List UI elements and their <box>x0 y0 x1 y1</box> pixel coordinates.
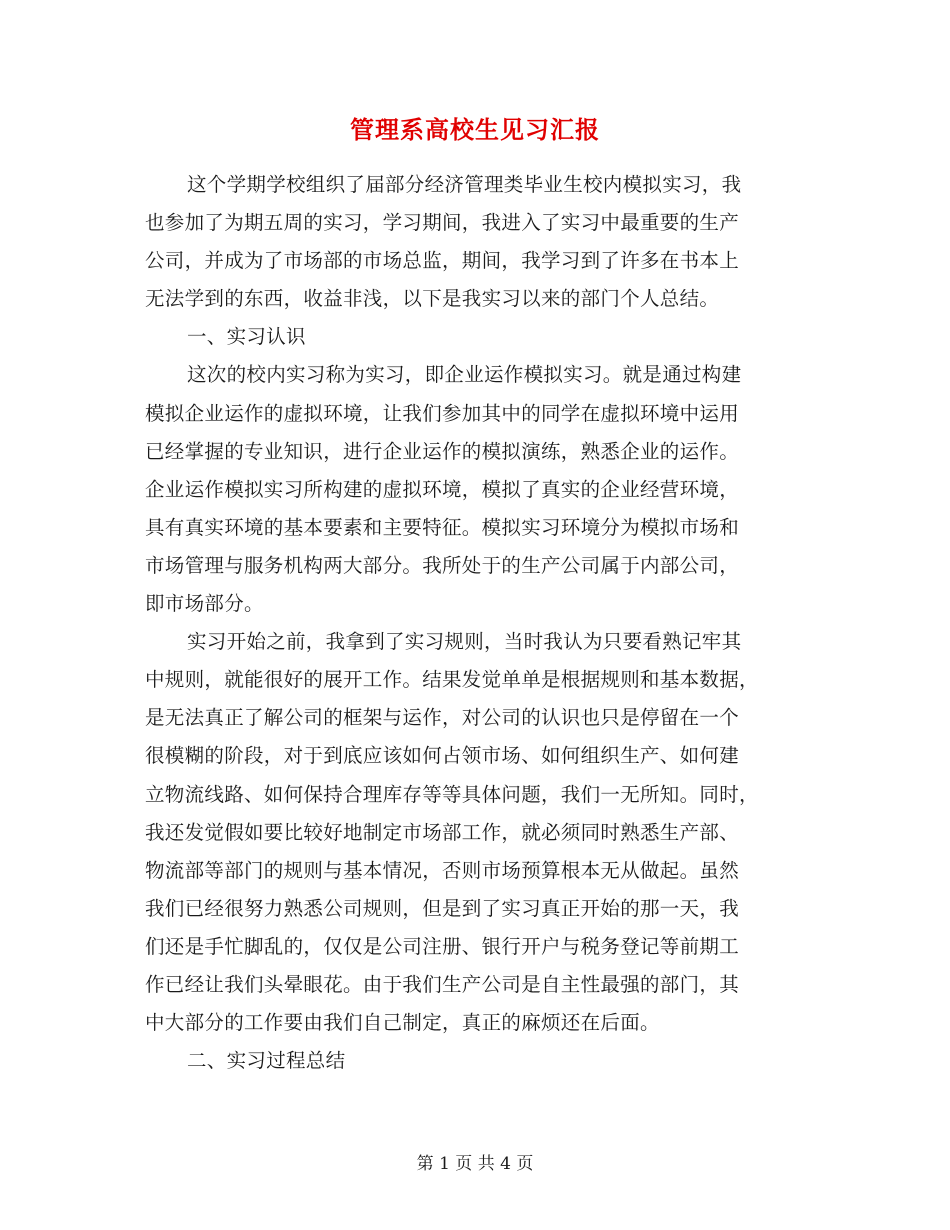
text-line: 中规则，就能很好的展开工作。结果发觉单单是根据规则和基本数据， <box>145 668 759 692</box>
text-line: 很模糊的阶段，对于到底应该如何占领市场、如何组织生产、如何建 <box>145 744 740 768</box>
text-line: 实习开始之前，我拿到了实习规则，当时我认为只要看熟记牢其 <box>187 630 742 654</box>
text-line: 具有真实环境的基本要素和主要特征。模拟实习环境分为模拟市场和 <box>145 515 740 539</box>
text-line: 作已经让我们头晕眼花。由于我们生产公司是自主性最强的部门，其 <box>145 972 740 996</box>
text-line: 模拟企业运作的虚拟环境，让我们参加其中的同学在虚拟环境中运用 <box>145 401 740 425</box>
text-line: 我们已经很努力熟悉公司规则，但是到了实习真正开始的那一天，我 <box>145 896 740 920</box>
text-line: 二、实习过程总结 <box>187 1049 346 1073</box>
text-line: 也参加了为期五周的实习，学习期间，我进入了实习中最重要的生产 <box>145 211 740 235</box>
page-title: 管理系高校生见习汇报 <box>350 115 600 144</box>
text-line: 已经掌握的专业知识，进行企业运作的模拟演练，熟悉企业的运作。 <box>145 439 740 463</box>
text-line: 物流部等部门的规则与基本情况，否则市场预算根本无从做起。虽然 <box>145 858 740 882</box>
text-line: 一、实习认识 <box>187 325 306 349</box>
text-line: 即市场部分。 <box>145 592 264 616</box>
text-line: 中大部分的工作要由我们自己制定，真正的麻烦还在后面。 <box>145 1011 660 1035</box>
text-line: 公司，并成为了市场部的市场总监，期间，我学习到了许多在书本上 <box>145 249 740 273</box>
text-line: 无法学到的东西，收益非浅，以下是我实习以来的部门个人总结。 <box>145 287 720 311</box>
text-line: 立物流线路、如何保持合理库存等等具体问题，我们一无所知。同时， <box>145 782 759 806</box>
text-line: 企业运作模拟实习所构建的虚拟环境，模拟了真实的企业经营环境， <box>145 477 740 501</box>
document-body <box>145 166 805 1080</box>
text-line: 是无法真正了解公司的框架与运作，对公司的认识也只是停留在一个 <box>145 706 740 730</box>
page-footer: 第 1 页 共 4 页 <box>416 1154 534 1174</box>
text-line: 我还发觉假如要比较好地制定市场部工作，就必须同时熟悉生产部、 <box>145 820 740 844</box>
text-line: 们还是手忙脚乱的，仅仅是公司注册、银行开户与税务登记等前期工 <box>145 934 740 958</box>
text-line: 市场管理与服务机构两大部分。我所处于的生产公司属于内部公司， <box>145 553 740 577</box>
text-line: 这个学期学校组织了届部分经济管理类毕业生校内模拟实习，我 <box>187 173 742 196</box>
text-line: 这次的校内实习称为实习，即企业运作模拟实习。就是通过构建 <box>187 363 742 387</box>
